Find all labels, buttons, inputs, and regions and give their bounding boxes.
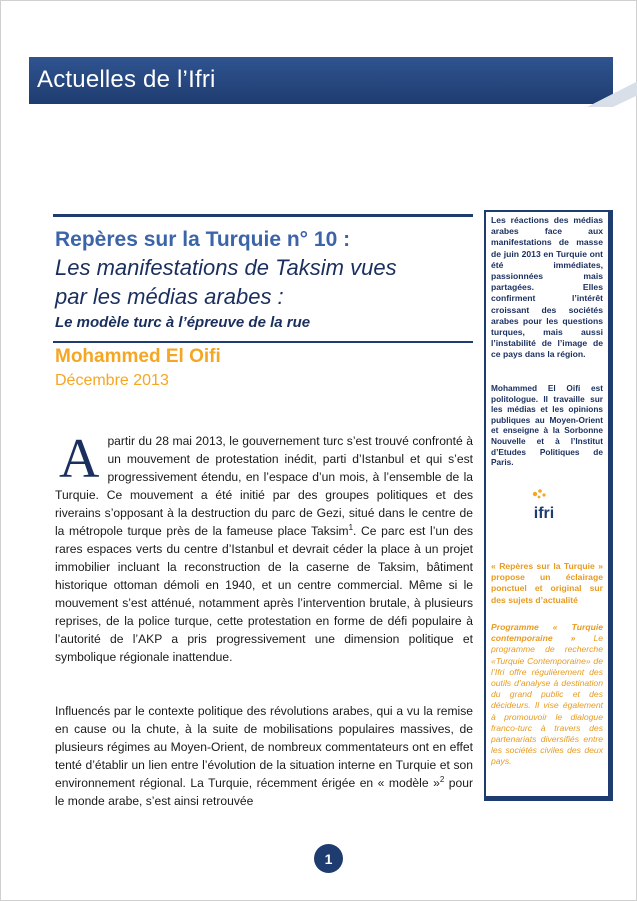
header-wedge-decoration [587, 71, 637, 107]
paragraph-1-text-b: . Ce parc est l’un des rares espaces verts du centre d’Istanbul et devrait céder la place à un projet immobilier incluant la reconstruction de la caserne de Taksim, bâtiment historique ottoman démoli en 1940, et un centre commercial. Même si le mouvement s’est atténué, notamment après l’intervention brutale, à plusieurs reprises, de la police turque, cette protestation en forme de défi populaire à l’autorité de l’AKP a pris progressivement une dimension politique et symbolique régionale inattendue. [55, 524, 473, 664]
author-name: Mohammed El Oifi [55, 346, 221, 367]
drop-cap: A [59, 428, 100, 490]
paragraph-2-text-b: pour le monde arabe, s’est ainsi retrouvée [55, 776, 473, 808]
program-description: Le programme de recherche «Turquie Contemporaine» de l’Ifri offre régulièrement des outils d’analyse à destination du grand public et des décideurs. Il vise également à promouvoir le dialogue franco-turc à travers des partenariats diversifiés entre les sociétés civiles des deux pays. [491, 633, 603, 767]
body-paragraph-2 [55, 702, 473, 810]
article-title-line-1: Les manifestations de Taksim vues [55, 255, 397, 280]
title-rule-top [53, 214, 473, 217]
body-paragraph-1 [55, 428, 473, 666]
ifri-logo [522, 488, 566, 528]
footnote-ref-1[interactable]: 1 [348, 522, 354, 532]
sidebar-summary: Les réactions des médias arabes face aux manifestations de masse de juin 2013 en Turquie ont été immédiates, passionnées mais partagées. Elles confirment l’intérêt croissant des sociétés arabes pour les questions turques, mais aussi l’instabilité de l’image de ce pays dans la région. [491, 215, 603, 360]
paragraph-2-text-a: Influencés par le contexte politique des révolutions arabes, qui a vu la remise en cause ou la chute, à la suite de mobilisations populaires massives, de plusieurs régimes au Moyen-Orient, de nombreux commentateurs ont en effet tenté d’établir un lien entre l’évolution de la situation interne en Turquie et son environnement régional. La Turquie, récemment érigée en « modèle » [55, 704, 473, 790]
header-bar [29, 57, 613, 104]
sidebar-box [484, 210, 613, 801]
publication-title: Actuelles de l’Ifri [37, 66, 216, 93]
sidebar-program [491, 622, 603, 768]
program-title: Programme « Turquie contemporaine » [491, 622, 603, 644]
article-subtitle: Le modèle turc à l’épreuve de la rue [55, 314, 311, 331]
paragraph-1-text-a: partir du 28 mai 2013, le gouvernement turc s’est trouvé confronté à un mouvement de protestation inédit, parti d’Istanbul et qui s’est progressivement étendu, en l’espace d’un mois, à l’ensemble de la Turquie. Ce mouvement a été initié par des groupes politiques et des riverains s’opposant à la destruction du parc de Gezi, situé dans le centre de la métropole turque près de la fameuse place Taksim [55, 434, 473, 538]
article-title-line-2: par les médias arabes : [55, 284, 284, 309]
publication-date: Décembre 2013 [55, 372, 169, 389]
article-series-title: Repères sur la Turquie n° 10 : [55, 228, 351, 251]
sidebar-author-bio: Mohammed El Oifi est politologue. Il travaille sur les médias et les opinions publiques au Moyen-Orient et enseigne à la Sorbonne Nouvelle et à l’Institut d’Etudes Politiques de Paris. [491, 383, 603, 468]
title-rule-bottom [53, 341, 473, 343]
page-number-badge: 1 [314, 844, 343, 873]
footnote-ref-2[interactable]: 2 [439, 774, 445, 784]
sidebar-series-description: « Repères sur la Turquie » propose un éclairage ponctuel et original sur des sujets d’actualité [491, 561, 603, 605]
ifri-logo-text: ifri [533, 505, 555, 522]
